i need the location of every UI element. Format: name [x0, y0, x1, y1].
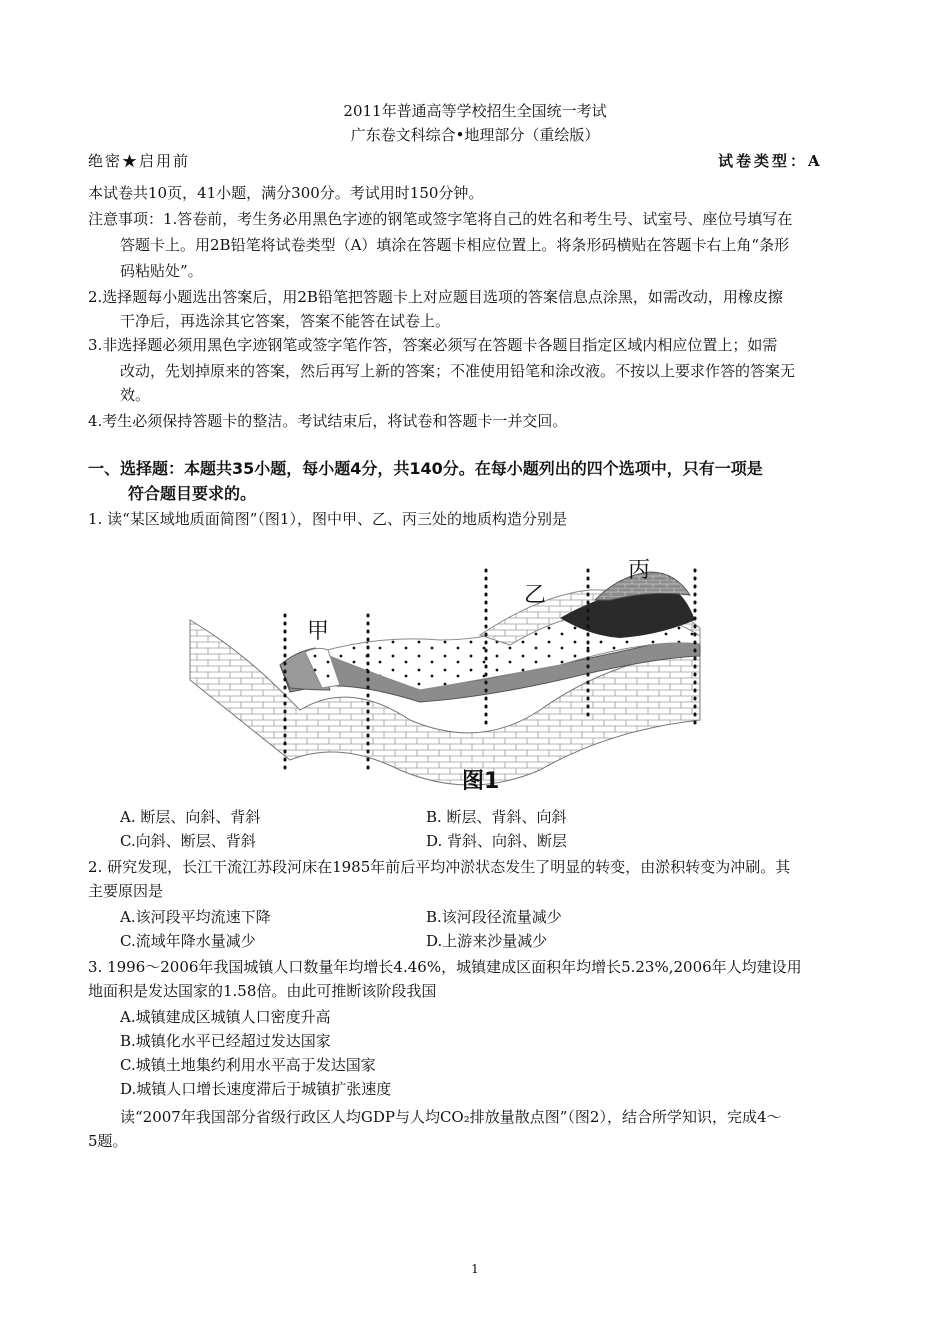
- note-2a: 2.选择题每小题选出答案后，用2B铅笔把答题卡上对应题目选项的答案信息点涂黑，如需改动，用橡皮擦: [88, 288, 783, 306]
- q2-option-c: C.流域年降水量减少: [120, 932, 256, 950]
- q2-option-d: D.上游来沙量减少: [426, 932, 548, 950]
- note-1c: 码粘贴处”。: [120, 262, 203, 280]
- secret-mark: 绝密★启用前: [88, 152, 191, 170]
- q3-option-a: A.城镇建成区城镇人口密度升高: [120, 1008, 331, 1026]
- section-heading: 一、选择题：本题共35小题，每小题4分，共140分。在每小题列出的四个选项中，只有一项是: [88, 459, 763, 478]
- q1-option-b: B. 断层、背斜、向斜: [426, 808, 567, 826]
- question-4-5-stem-cont: 5题。: [88, 1132, 128, 1150]
- q3-option-d: D.城镇人口增长速度滞后于城镇扩张速度: [120, 1080, 392, 1098]
- page-number: 1: [471, 1262, 479, 1276]
- question-4-5-stem: 读“2007年我国部分省级行政区人均GDP与人均CO₂排放量散点图”（图2），结合所学知识，完成4～: [120, 1108, 782, 1126]
- label-jia: 甲: [307, 619, 330, 644]
- note-2b: 干净后，再选涂其它答案，答案不能答在试卷上。: [120, 312, 451, 330]
- label-bing: 丙: [628, 558, 651, 583]
- question-3-stem-cont: 地面积是发达国家的1.58倍。由此可推断该阶段我国: [88, 982, 437, 1000]
- exam-subtitle: 广东卷文科综合•地理部分（重绘版）: [350, 126, 600, 144]
- note-3c: 效。: [120, 386, 151, 404]
- note-3b: 改动，先划掉原来的答案，然后再写上新的答案；不准使用铅笔和涂改液。不按以上要求作答的答案无: [120, 362, 796, 380]
- question-1-stem: 1. 读“某区域地质面简图”（图1），图中甲、乙、丙三处的地质构造分别是: [88, 510, 567, 528]
- note-4: 4.考生必须保持答题卡的整洁。考试结束后，将试卷和答题卡一并交回。: [88, 412, 568, 430]
- label-yi: 乙: [524, 583, 547, 608]
- note-3a: 3.非选择题必须用黑色字迹钢笔或签字笔作答，答案必须写在答题卡各题目指定区域内相应位置上；如需: [88, 336, 778, 354]
- q1-option-c: C.向斜、断层、背斜: [120, 832, 256, 850]
- question-3-stem: 3. 1996～2006年我国城镇人口数量年均增长4.46%，城镇建成区面积年均增长5.23%,2006年人均建设用: [88, 958, 802, 976]
- q1-option-a: A. 断层、向斜、背斜: [120, 808, 261, 826]
- q2-option-b: B.该河段径流量减少: [426, 908, 562, 926]
- q3-option-b: B.城镇化水平已经超过发达国家: [120, 1032, 331, 1050]
- section-heading-cont: 符合题目要求的。: [128, 484, 257, 503]
- q3-option-c: C.城镇土地集约利用水平高于发达国家: [120, 1056, 376, 1074]
- note-1b: 答题卡上。用2B铅笔将试卷类型（A）填涂在答题卡相应位置上。将条形码横贴在答题卡右上角“条形: [120, 236, 790, 254]
- exam-title: 2011年普通高等学校招生全国统一考试: [343, 102, 607, 120]
- question-2-stem: 2. 研究发现，长江干流江苏段河床在1985年前后平均冲淤状态发生了明显的转变，由淤积转变为冲刷。其: [88, 858, 791, 876]
- paper-type: 试卷类型：A: [718, 152, 823, 170]
- note-1a: 注意事项：1.答卷前，考生务必用黑色字迹的钢笔或签字笔将自己的姓名和考生号、试室号、座位号填写在: [88, 210, 793, 228]
- question-2-stem-cont: 主要原因是: [88, 882, 164, 900]
- intro-line: 本试卷共10页，41小题，满分300分。考试用时150分钟。: [88, 184, 484, 202]
- figure-caption: 图1: [462, 769, 500, 794]
- q1-option-d: D. 背斜、向斜、断层: [426, 832, 568, 850]
- geologic-section-figure: [180, 540, 740, 800]
- q2-option-a: A.该河段平均流速下降: [120, 908, 271, 926]
